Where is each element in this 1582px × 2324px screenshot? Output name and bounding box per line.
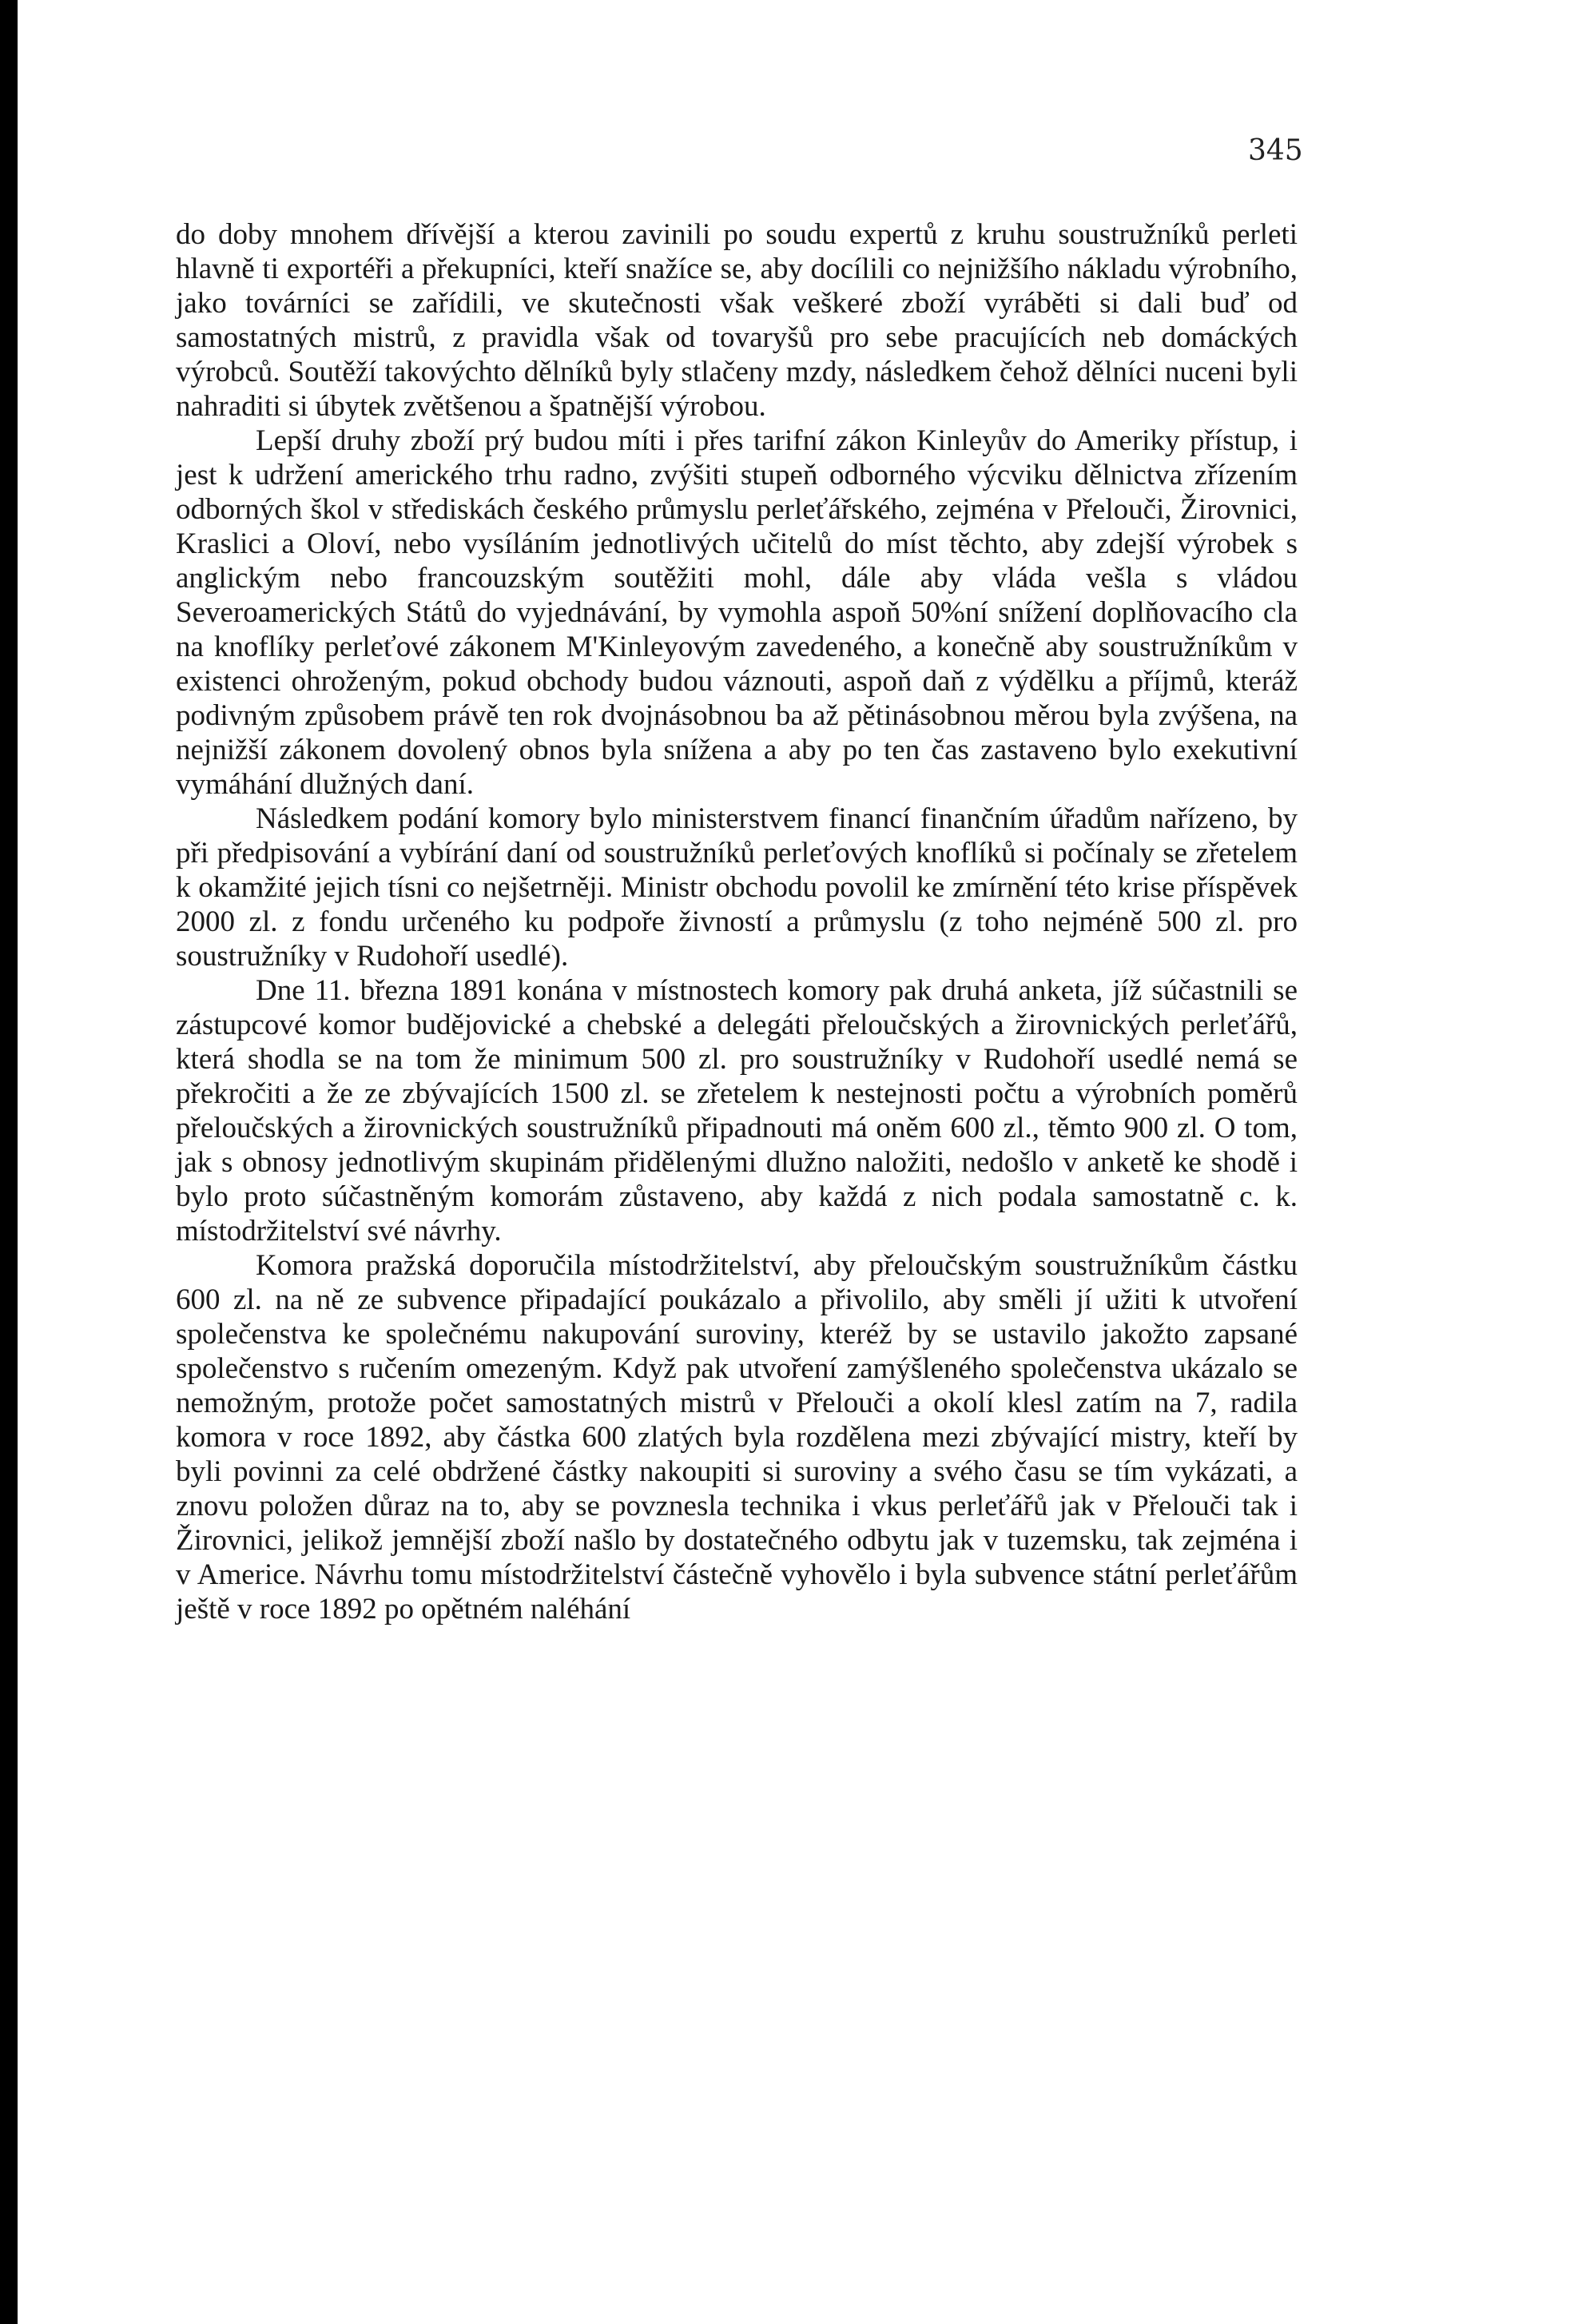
paragraph: Lepší druhy zboží prý budou míti i přes tarifní zákon Kinleyův do Ameriky přístup, i jest k udržení amerického trhu radno, zvýšiti stupeň odborného výcviku dělnictva zřízením odborných škol v střediskách českého průmyslu perleťářského, zejména v Přelouči, Žirovnici, Kraslici a Oloví, nebo vysíláním jednotlivých učitelů do míst těchto, aby zdejší výrobek s anglickým nebo francouzským soutěžiti mohl, dále aby vláda vešla s vládou Severoamerických Států do vyjednávání, by vymohla aspoň 50%ní snížení doplňovacího cla na knoflíky perleťové zákonem M'Kinleyovým zavedeného, a konečně aby soustružníkům v existenci ohroženým, pokud obchody budou váznouti, aspoň daň z výdělku a příjmů, kteráž podivným způsobem právě ten rok dvojnásobnou ba až pětinásobnou měrou byla zvýšena, na nejnižší zákonem dovolený obnos byla snížena a aby po ten čas zastaveno bylo exekutivní vymáhání dlužných daní. xyxy=(176,424,1298,801)
document-page xyxy=(18,0,1582,2324)
page-number: 345 xyxy=(1248,134,1303,167)
body-text xyxy=(176,217,1298,1626)
paragraph: Dne 11. března 1891 konána v místnostech komory pak druhá anketa, jíž súčastnili se zástupcové komor budějovické a chebské a delegáti přeloučských a žirovnických perleťářů, která shodla se na tom že minimum 500 zl. pro soustružníky v Rudohoří usedlé nemá se překročiti a že ze zbývajících 1500 zl. se zřetelem k nestejnosti počtu a výrobních poměrů přeloučských a žirovnických soustružníků připadnouti má oněm 600 zl., těmto 900 zl. O tom, jak s obnosy jednotlivým skupinám přidělenými dlužno naložiti, nedošlo v anketě ke shodě i bylo proto súčastněným komorám zůstaveno, aby každá z nich podala samostatně c. k. místodržitelství své návrhy. xyxy=(176,974,1298,1248)
paragraph-continuation: do doby mnohem dřívější a kterou zavinili po soudu expertů z kruhu soustružníků perleti hlavně ti exportéři a překupníci, kteří snažíce se, aby docílili co nejnižšího nákladu výrobního, jako továrníci se zařídili, ve skutečnosti však veškeré zboží vyráběti si dali buď od samostatných mistrů, z pravidla však od tovaryšů pro sebe pracujících neb domáckých výrobců. Soutěží takovýchto dělníků byly stlačeny mzdy, následkem čehož dělníci nuceni byli nahraditi si úbytek zvětšenou a špatnější výrobou. xyxy=(176,218,1298,423)
paragraph: Komora pražská doporučila místodržitelství, aby přeloučským soustružníkům částku 600 zl. na ně ze subvence připadající poukázalo a přivolilo, aby směli jí užiti k utvoření společenstva ke společnému nakupování suroviny, kteréž by se ustavilo jakožto zapsané společenstvo s ručením omezeným. Když pak utvoření zamýšleného společenstva ukázalo se nemožným, protože počet samostatných mistrů v Přelouči a okolí klesl zatím na 7, radila komora v roce 1892, aby částka 600 zlatých byla rozdělena mezi zbývající mistry, kteří by byli povinni za celé obdržené částky nakoupiti si suroviny a svého času se tím vykázati, a znovu položen důraz na to, aby se povznesla technika i vkus perleťářů jak v Přelouči tak i Žirovnici, jelikož jemnější zboží našlo by dostatečného odbytu jak v tuzemsku, tak zejména i v Americe. Návrhu tomu místodržitelství částečně vyhovělo i byla subvence státní perleťářům ještě v roce 1892 po opětném naléhání xyxy=(176,1249,1298,1626)
paragraph: Následkem podání komory bylo ministerstvem financí finančním úřadům nařízeno, by při předpisování a vybírání daní od soustružníků perleťových knoflíků si počínaly se zřetelem k okamžité jejich tísni co nejšetrněji. Ministr obchodu povolil ke zmírnění této krise příspěvek 2000 zl. z fondu určeného ku podpoře živností a průmyslu (z toho nejméně 500 zl. pro soustružníky v Rudohoří usedlé). xyxy=(176,802,1298,973)
